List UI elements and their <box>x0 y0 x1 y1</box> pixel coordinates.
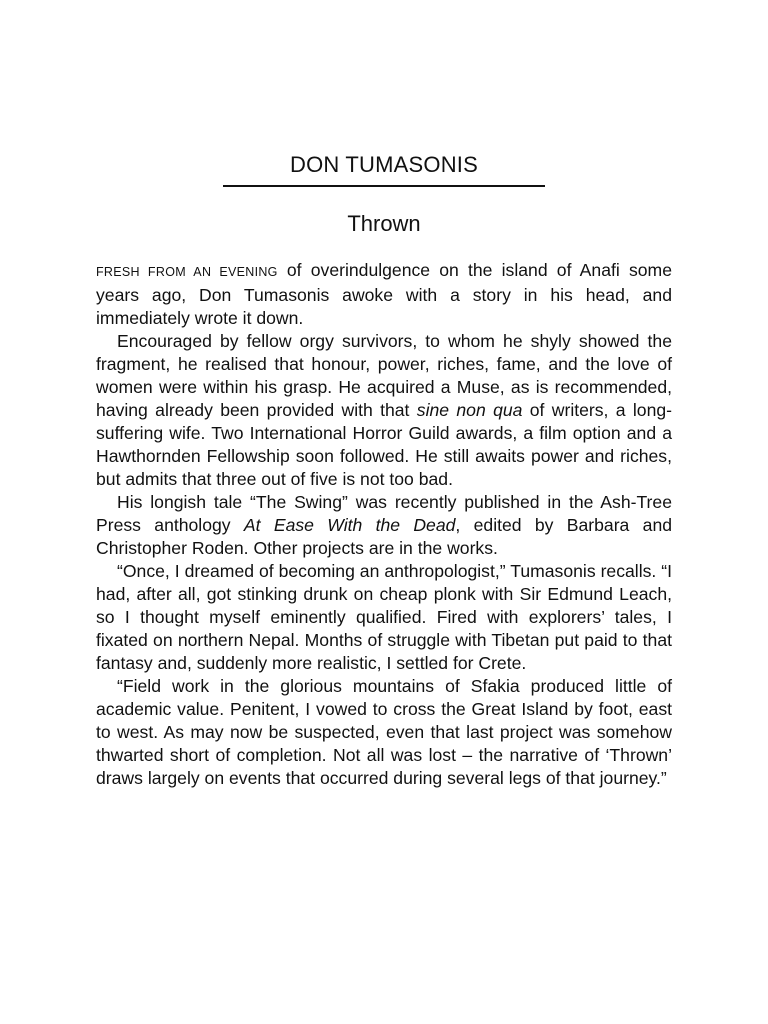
bio-paragraph-2 <box>96 330 672 491</box>
author-bio <box>96 259 672 790</box>
bio-lead-in: FRESH FROM AN EVENING <box>96 265 278 279</box>
bio-paragraph-2-text-b: of writers, a long-suffering wife. Two International Horror Guild awards, a film option and a Hawthornden Fellowship soon followed. He still awaits power and riches, but admits that three out of five is not too bad. <box>96 400 672 489</box>
author-name: DON TUMASONIS <box>290 152 478 177</box>
bio-paragraph-3-text-a: His longish tale “The Swing” was recently published in the Ash-Tree Press anthology <box>96 492 672 535</box>
bio-paragraph-3-text-b: , edited by Barbara and Christopher Roden. Other projects are in the works. <box>96 515 673 558</box>
bio-paragraph-5: “Field work in the glorious mountains of Sfakia produced little of academic value. Penitent, I vowed to cross the Great Island by foot, east to west. As may now be suspected, even that last project was somehow thwarted short of completion. Not all was lost – the narrative of ‘Thrown’ draws largely on events that occurred during several legs of that journey.” <box>96 676 672 788</box>
bio-paragraph-1 <box>96 259 672 330</box>
bio-paragraph-3 <box>96 491 672 560</box>
title-divider <box>223 185 545 187</box>
bio-paragraph-1-text: of overindulgence on the island of Anafi some years ago, Don Tumasonis awoke with a story in his head, and immediately wrote it down. <box>96 260 672 328</box>
bio-paragraph-2-text-a: Encouraged by fellow orgy survivors, to whom he shyly showed the fragment, he realised that honour, power, riches, fame, and the love of women were within his grasp. He acquired a Muse, as is recommended, having already been provided with that <box>96 331 672 420</box>
bio-paragraph-2-italic: sine non qua <box>416 400 523 420</box>
bio-paragraph-4: “Once, I dreamed of becoming an anthropologist,” Tumasonis recalls. “I had, after all, got stinking drunk on cheap plonk with Sir Edmund Leach, so I thought myself eminently qualified. Fired with explorers’ tales, I fixated on northern Nepal. Months of struggle with Tibetan put paid to that fantasy and, suddenly more realistic, I settled for Crete. <box>96 561 672 673</box>
anthology-title: At Ease With the Dead <box>243 515 456 535</box>
story-title: Thrown <box>347 211 421 236</box>
